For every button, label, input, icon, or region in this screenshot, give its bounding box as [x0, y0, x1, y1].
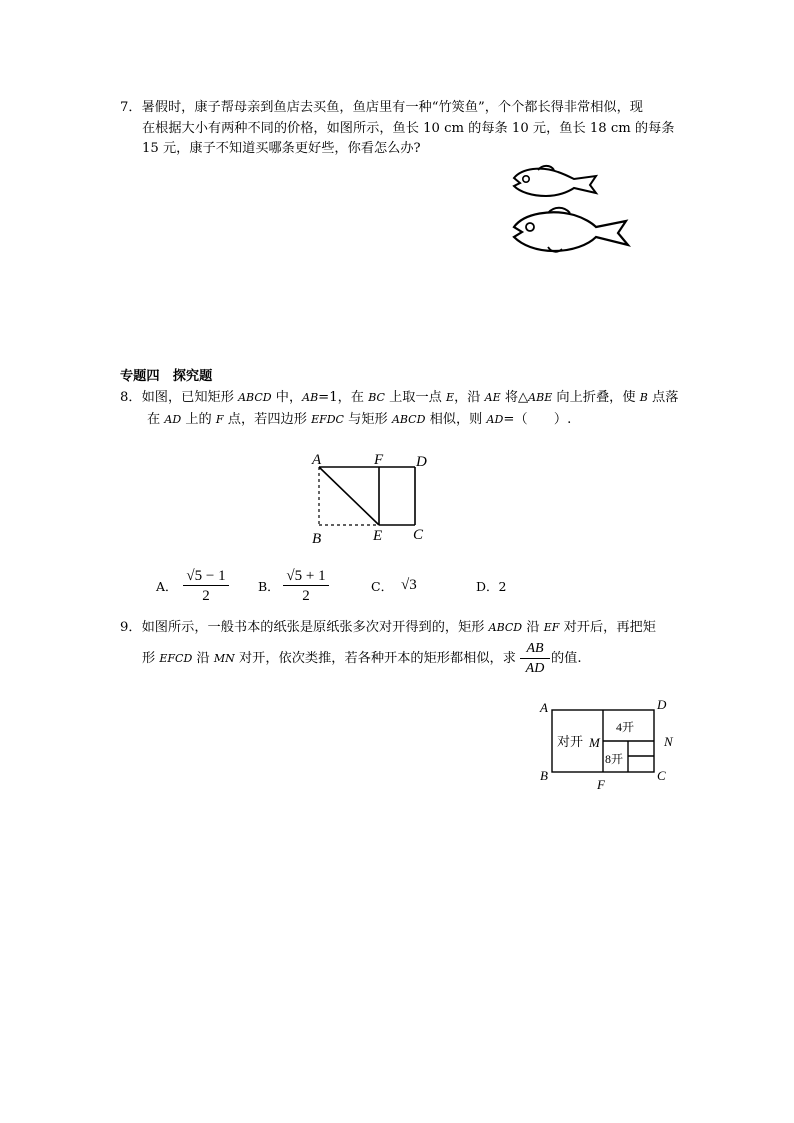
q8-label-c: C: [413, 527, 424, 543]
q9-label-b: B: [540, 768, 548, 783]
option-c-label: C．: [371, 579, 394, 594]
q8-line-1: 8．如图，已知矩形 ABCD 中，AB=1，在 BC 上取一点 E，沿 AE 将△ABE 向上折叠，使 B 点落: [120, 390, 679, 405]
q8-label-d: D: [416, 454, 427, 470]
small-fish-icon: [508, 164, 603, 200]
q7-line-3: 15 元，康子不知道买哪条更好些，你看怎么办?: [142, 141, 421, 156]
q9-label-c: C: [657, 768, 666, 783]
option-c-value: √3: [401, 577, 417, 593]
q9-label-m: M: [589, 735, 600, 750]
q9-label-half: 对开: [557, 734, 584, 749]
q9-paper-fold-figure: [535, 695, 680, 795]
q9-line-1: 9．如图所示，一般书本的纸张是原纸张多次对开得到的，矩形 ABCD 沿 EF 对开后，再把矩: [120, 620, 656, 635]
q8-label-b: B: [312, 531, 322, 547]
q8-line-2: 在 AD 上的 F 点，若四边形 EFDC 与矩形 ABCD 相似，则 AD=（ ）.: [147, 412, 572, 427]
q9-label-a: A: [540, 700, 548, 715]
section-title: 专题四 探究题: [120, 369, 213, 384]
q9-label-n: N: [664, 734, 673, 749]
option-b-label: B．: [258, 579, 280, 594]
q9-line-2: 形 EFCD 沿 MN 对开，依次类推，若各种开本的矩形都相似，求: [142, 651, 516, 666]
q8-rectangle-figure: [305, 448, 435, 548]
q8-label-f: F: [374, 452, 384, 468]
q9-label-eighth: 8开: [605, 752, 624, 766]
q9-label-quarter: 4开: [616, 720, 635, 734]
q9-label-f: F: [597, 777, 605, 792]
large-fish-icon: [508, 205, 632, 257]
q8-label-e: E: [373, 528, 383, 544]
option-a-label: A．: [156, 579, 178, 594]
option-b-fraction: $\frac{√5 + 1}{2}$: [283, 567, 329, 606]
option-a-fraction: $\frac{√5 - 1}{2}$: [183, 567, 229, 606]
q8-label-a: A: [312, 452, 322, 468]
q7-line-2: 在根据大小有两种不同的价格，如图所示，鱼长 10 cm 的每条 10 元，鱼长 18 cm 的每条: [142, 121, 675, 136]
q9-label-d: D: [657, 697, 667, 712]
option-d: D．2: [476, 579, 507, 594]
q9-line-2-end: 的值.: [551, 651, 582, 666]
q7-line-1: 7．暑假时，康子帮母亲到鱼店去买鱼，鱼店里有一种“竹筴鱼”，个个都长得非常相似，现: [120, 100, 643, 115]
q9-ratio-fraction: $\frac{AB}{AD}$: [520, 640, 550, 679]
